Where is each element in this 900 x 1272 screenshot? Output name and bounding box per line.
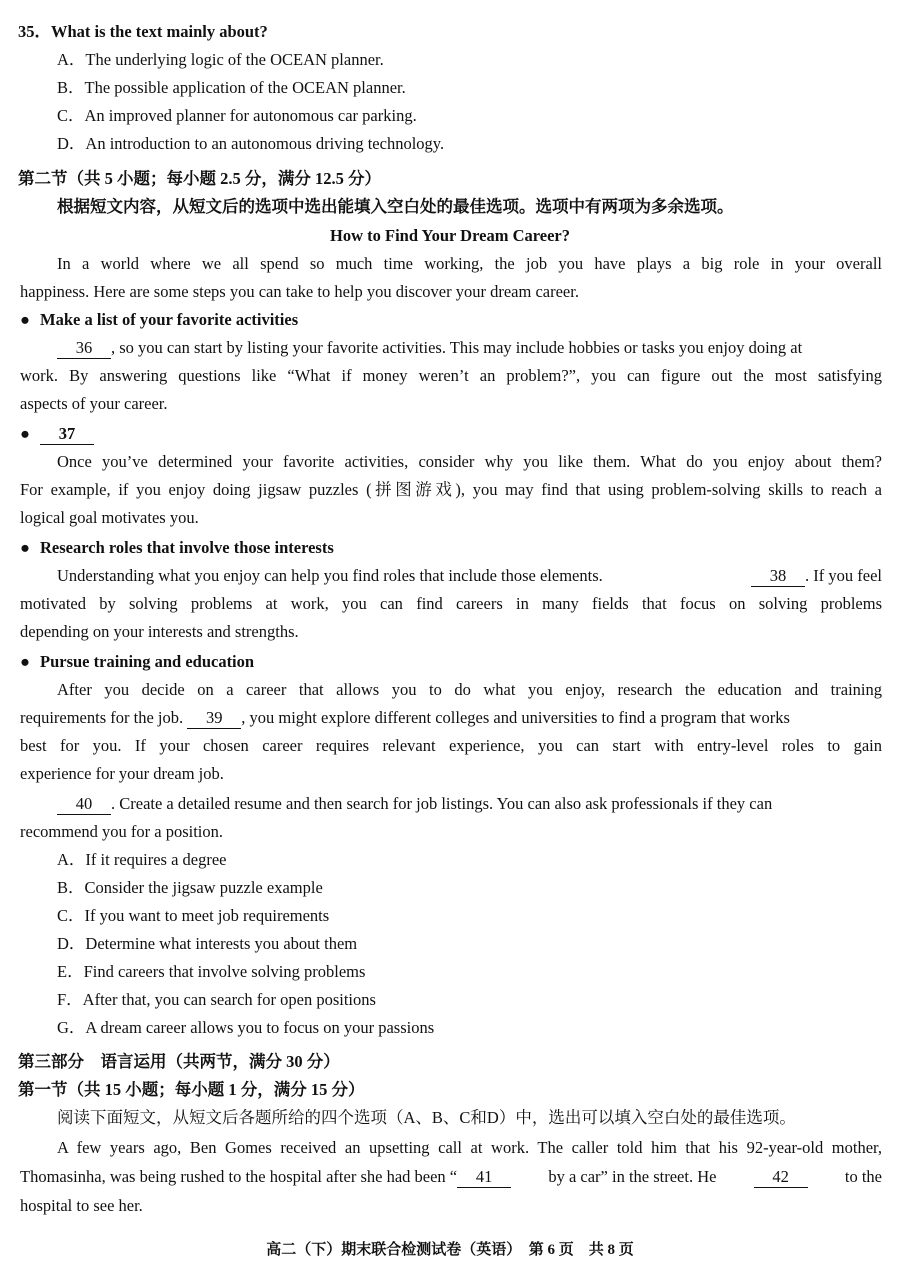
option-c: C．If you want to meet job requirements (57, 906, 330, 925)
para4-line-4: experience for your dream job. (20, 764, 224, 783)
blank-38: 38 (751, 566, 805, 587)
para5-line-1 (57, 790, 882, 818)
bullet-heading-2 (20, 420, 882, 448)
bullet-icon: ● (20, 424, 30, 443)
para5-line-2: recommend you for a position. (20, 822, 223, 841)
page-footer: 高二（下）期末联合检测试卷（英语） 第 6 页 共 8 页 (266, 1242, 634, 1258)
blank-36: 36 (57, 338, 111, 359)
section2-instruction: 根据短文内容，从短文后的选项中选出能填入空白处的最佳选项。选项中有两项为多余选项。 (57, 197, 734, 216)
bullet-icon: ● (20, 538, 30, 557)
intro-line-2: happiness. Here are some steps you can take to help you discover your dream career. (20, 282, 579, 301)
para2-line-1: Once you’ve determined your favorite activities, consider why you like them. What do you enjoy about them? (57, 452, 882, 471)
option-a: A．If it requires a degree (57, 850, 227, 869)
part3-heading: 第三部分 语言运用（共两节，满分 30 分） (18, 1052, 340, 1071)
para4-line-3: best for you. If your chosen career requires relevant experience, you can start with entry-level roles to gain (20, 736, 882, 755)
para2-line-2: For example, if you enjoy doing jigsaw puzzles (拼图游戏), you may find that using problem-solving skills to reach a (20, 480, 882, 499)
part3-para-line-2 (20, 1163, 882, 1191)
para1-line-1-text: , so you can start by listing your favorite activities. This may include hobbies or tasks you enjoy doing at (111, 338, 803, 357)
para3-line-2: motivated by solving problems at work, you can find careers in many fields that focus on solving problems (20, 594, 882, 613)
para1-line-2: work. By answering questions like “What if money weren’t an problem?”, you can figure out the most satisfying (20, 366, 882, 385)
bullet-heading-1-text: Make a list of your favorite activities (40, 310, 299, 329)
para1-line-1 (57, 334, 882, 362)
blank-42: 42 (754, 1167, 808, 1188)
intro-line-1: In a world where we all spend so much time working, the job you have plays a big role in your overall (57, 254, 882, 273)
para3-line-3: depending on your interests and strengths. (20, 622, 299, 641)
question-35-stem: 35．What is the text mainly about? (18, 22, 268, 41)
para4-line-2-text-b: , you might explore different colleges and universities to find a program that works (241, 708, 790, 727)
option-f: F．After that, you can search for open positions (57, 990, 376, 1009)
blank-40: 40 (57, 794, 111, 815)
bullet-heading-3 (20, 534, 882, 562)
part3-para-line-2-text-b: by a car” in the street. He (548, 1167, 717, 1186)
section2-heading: 第二节（共 5 小题；每小题 2.5 分，满分 12.5 分） (18, 169, 381, 188)
bullet-heading-1 (20, 306, 882, 334)
para2-line-3: logical goal motivates you. (20, 508, 199, 527)
part3-instruction: 阅读下面短文，从短文后各题所给的四个选项（A、B、C和D）中，选出可以填入空白处的最佳选项。 (57, 1108, 796, 1127)
para3-line-1-text-a: Understanding what you enjoy can help you find roles that include those elements. (57, 566, 603, 585)
bullet-heading-3-text: Research roles that involve those interests (40, 538, 334, 557)
bullet-icon: ● (20, 652, 30, 671)
option-d: D．Determine what interests you about them (57, 934, 358, 953)
blank-37: 37 (40, 424, 94, 445)
blank-41: 41 (457, 1167, 511, 1188)
para3-line-1-text-b: . If you feel (805, 566, 882, 585)
q35-option-b: B．The possible application of the OCEAN planner. (57, 78, 406, 97)
bullet-heading-4 (20, 648, 882, 676)
part3-para-line-2-text-c: to the (844, 1167, 882, 1186)
bullet-icon: ● (20, 310, 30, 329)
part3-para-line-2-text-a: Thomasinha, was being rushed to the hospital after she had been “ (20, 1167, 458, 1186)
para1-line-3: aspects of your career. (20, 394, 168, 413)
q35-option-a: A．The underlying logic of the OCEAN planner. (57, 50, 384, 69)
part3-section1-heading: 第一节（共 15 小题；每小题 1 分，满分 15 分） (18, 1080, 365, 1099)
part3-para-line-1: A few years ago, Ben Gomes received an upsetting call at work. The caller told him that his 92-year-old mother, (57, 1138, 882, 1157)
passage-title: How to Find Your Dream Career? (330, 226, 570, 245)
para4-line-1: After you decide on a career that allows you to do what you enjoy, research the education and training (57, 680, 882, 699)
bullet-heading-4-text: Pursue training and education (40, 652, 255, 671)
option-b: B．Consider the jigsaw puzzle example (57, 878, 323, 897)
option-g: G．A dream career allows you to focus on your passions (57, 1018, 435, 1037)
blank-39: 39 (187, 708, 241, 729)
para4-line-2 (20, 704, 882, 732)
para4-line-2-text-a: requirements for the job. (20, 708, 184, 727)
option-e: E．Find careers that involve solving problems (57, 962, 366, 981)
q35-option-d: D．An introduction to an autonomous driving technology. (57, 134, 445, 153)
q35-option-c: C．An improved planner for autonomous car parking. (57, 106, 417, 125)
part3-para-line-3: hospital to see her. (20, 1196, 143, 1215)
para5-line-1-text: . Create a detailed resume and then search for job listings. You can also ask professionals if they can (111, 794, 773, 813)
para3-line-1 (57, 562, 882, 590)
